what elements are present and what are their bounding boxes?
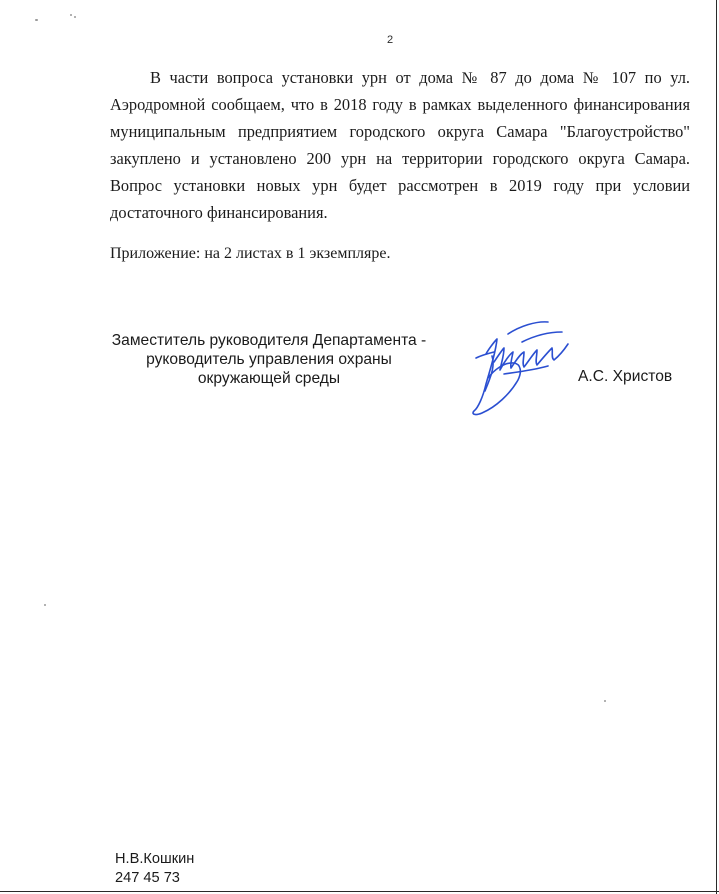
page-number: 2 <box>386 34 394 46</box>
executor-name: Н.В.Кошкин <box>115 851 195 867</box>
page-border-right <box>716 0 717 894</box>
signature-stroke <box>473 339 520 414</box>
page-border-bottom <box>0 891 719 892</box>
appendix-note: Приложение: на 2 листах в 1 экземпляре. <box>110 245 391 262</box>
scan-speck <box>74 16 76 18</box>
executor-info <box>115 850 194 888</box>
signer-title <box>104 331 434 388</box>
signer-title-line: окружающей среды <box>197 370 341 387</box>
executor-phone: 247 45 73 <box>115 870 180 886</box>
scan-speck <box>70 14 72 16</box>
body-paragraph: В части вопроса установки урн от дома № 87 до дома № 107 по ул. Аэродромной сообщаем, что в 2018 году в рамках выделенного финансирования муниципальным предприятием городского округа Самара "Благоустройство" закуплено и установлено 200 урн на территории городского округа Самара. Вопрос установки новых урн будет рассмотрен в 2019 году при условии достаточного финансирования. <box>110 68 690 222</box>
signer-title-line: Заместитель руководителя Департамента - <box>111 332 427 349</box>
signature-stroke <box>508 322 548 334</box>
signer-name: А.С. Христов <box>578 368 673 385</box>
signature-stroke <box>494 344 568 370</box>
scan-speck <box>35 19 38 21</box>
handwritten-signature <box>464 312 580 422</box>
signature-stroke <box>476 352 494 358</box>
signature-stroke <box>522 332 562 342</box>
scan-speck <box>604 700 606 702</box>
scan-speck <box>44 604 46 606</box>
signer-title-line: руководитель управления охраны <box>146 351 392 368</box>
